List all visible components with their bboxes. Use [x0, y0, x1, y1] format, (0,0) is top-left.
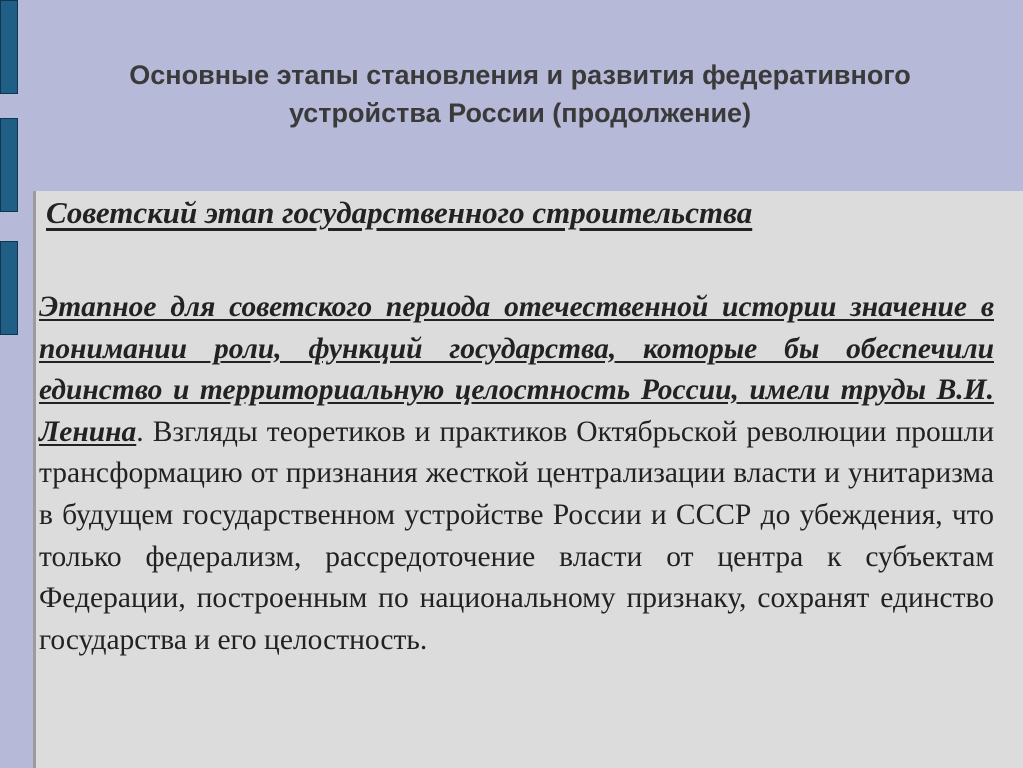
- body-paragraph: [39, 287, 994, 661]
- decorative-accent-bar: [0, 0, 18, 94]
- slide-title: Основные этапы становления и развития федеративного устройства России (продолжение): [129, 60, 911, 128]
- emphasized-text: Этапное для советского периода отечественной истории значение в понимании роли, функций государства, которые бы обеспечили единство и территориальную целостность России, имели труды В.И. Ленина: [39, 291, 994, 448]
- decorative-accent-bar: [0, 241, 18, 335]
- section-heading: Советский этап государственного строительства: [46, 195, 753, 230]
- paragraph-text: . Взгляды теоретиков и практиков Октябрьской революции прошли трансформацию от признания жесткой централизации власти и унитаризма в будущем государственном устройстве России и СССР до убеждения, что только федерализм, рассредоточение власти от центра к субъектам Федерации, построенным по национальному признаку, сохранят единство государства и его целостность.: [39, 415, 994, 656]
- decorative-accent-bar: [0, 118, 18, 212]
